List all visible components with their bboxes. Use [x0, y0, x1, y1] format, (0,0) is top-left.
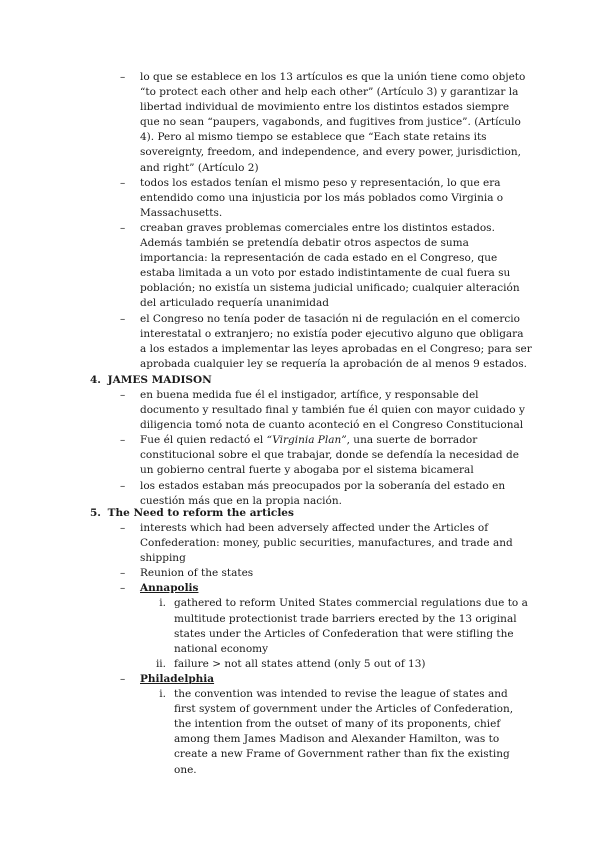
list-item [120, 176, 532, 221]
item-text: creaban graves problemas comerciales entre los distintos estados. Además también se pretendía debatir otros aspectos de suma importancia: la representación de cada estado en el Congreso, que estaba limitada a un voto por estado indistintamente de cual fuera su población; no existía un sistema judicial unificado; cualquier alteración del articulado requería unanimidad [140, 221, 520, 310]
roman-numeral: i. [159, 597, 166, 610]
dash-bullet: – [120, 176, 126, 189]
roman-numeral: i. [159, 688, 166, 701]
dash-bullet: – [120, 389, 126, 401]
section-4-heading [90, 373, 212, 388]
item-text: el Congreso no tenía poder de tasación ni de regulación en el comercio interestatal o extranjero; no existía poder ejecutivo alguno que obligara a los estados a implementar las leyes aprobadas en el Congreso; para ser aprobada cualquier ley se requería la aprobación de al menos 9 estados. [140, 312, 532, 370]
item-text: en buena medida fue él el instigador, artífice, y responsable del documento y resultado final y también fue él quien con mayor cuidado y diligencia tomó nota de cuanto aconteció en el Congreso Constitucional [140, 389, 525, 432]
section-title: JAMES MADISON [107, 374, 212, 386]
item-text: todos los estados tenían el mismo peso y representación, lo que era entendido como una injusticia por los más poblados como Virginia o Massachusetts. [140, 176, 504, 219]
item-text-part: , una suerte de borrador constitucional sobre el que trabajar, donde se defendía la necesidad de un gobierno central fuerte y abogaba por el sistema bicameral [140, 434, 519, 477]
section-5-list [120, 521, 532, 778]
philadelphia-list [140, 687, 532, 778]
annapolis-heading: Annapolis [140, 582, 199, 595]
dash-bullet: – [120, 434, 126, 447]
list-item [120, 479, 532, 509]
dash-bullet: – [120, 672, 126, 685]
dash-bullet: – [120, 567, 126, 580]
list-item [120, 433, 532, 478]
roman-numeral: ii. [155, 657, 166, 670]
list-item [140, 657, 532, 672]
list-item [120, 312, 532, 372]
item-text: Reunion of the states [140, 567, 254, 580]
list-item [120, 388, 532, 433]
dash-bullet: – [120, 312, 126, 325]
item-text: gathered to reform United States commercial regulations due to a multitude protectionist trade barriers erected by the 13 original states under the Articles of Confederation that were stifling the national economy [174, 597, 528, 655]
list-item [120, 581, 532, 672]
virginia-plan-text: “Virginia Plan” [266, 434, 347, 447]
section-3-list [120, 70, 532, 372]
annapolis-list [140, 596, 532, 671]
dash-bullet: – [120, 479, 126, 492]
list-item [120, 221, 532, 312]
item-text-part: Fue él quien redactó el [140, 434, 267, 447]
dash-bullet: – [120, 582, 126, 595]
dash-bullet: – [120, 71, 126, 83]
dash-bullet: – [120, 221, 126, 234]
item-text: los estados estaban más preocupados por la soberanía del estado en cuestión más que en la propia nación. [140, 479, 506, 507]
item-text: lo que se establece en los 13 artículos es que la unión tiene como objeto “to protect each other and help each other” (Artículo 3) y garantizar la libertad individual de movimiento entre los distintos estados siempre que no sean “paupers, vagabonds, and fugitives from justice”. (Artículo 4). Pero al mismo tiempo se establece que “Each state retains its sovereignty, freedom, and independence, and every power, jurisdiction, and right” (Artículo 2) [140, 71, 526, 174]
item-text: interests which had been adversely affected under the Articles of Confederation: money, public securities, manufactures, and trade and shipping [140, 522, 513, 565]
list-item [140, 596, 532, 656]
section-5-heading [90, 506, 294, 521]
list-item [120, 70, 532, 176]
philadelphia-heading: Philadelphia [140, 672, 215, 685]
list-item [120, 566, 532, 581]
section-4-list [120, 388, 532, 509]
section-number: 4. [90, 374, 101, 386]
list-item [120, 521, 532, 566]
item-text: failure > not all states attend (only 5 out of 13) [174, 657, 426, 670]
list-item [120, 672, 532, 778]
section-title: The Need to reform the articles [107, 507, 294, 519]
item-text: the convention was intended to revise the league of states and first system of government under the Articles of Confederation, the intention from the outset of many of its proponents, chief among them James Madison and Alexander Hamilton, was to create a new Frame of Government rather than fix the existing one. [174, 688, 514, 776]
dash-bullet: – [120, 522, 126, 534]
section-number: 5. [90, 507, 101, 519]
list-item [140, 687, 532, 778]
